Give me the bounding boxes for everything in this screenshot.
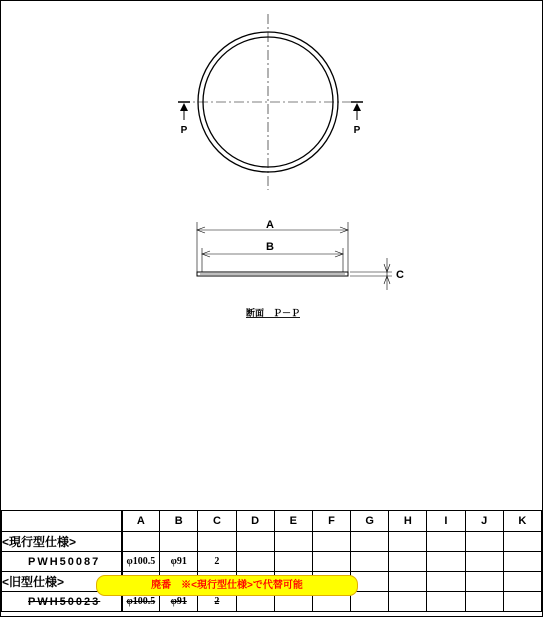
old-spec-title: <旧型仕様> xyxy=(2,572,122,592)
header-cell: B xyxy=(160,511,198,532)
value-cell xyxy=(503,552,541,572)
value-cell: 2 xyxy=(198,592,236,612)
header-cell: K xyxy=(503,511,541,532)
value-cell: φ100.5 xyxy=(122,592,160,612)
header-cell: A xyxy=(122,511,160,532)
dimension-c-label: C xyxy=(396,269,404,281)
value-cell xyxy=(427,552,465,572)
header-cell: F xyxy=(312,511,350,532)
dimension-b-label: B xyxy=(266,241,274,253)
spec-table xyxy=(1,510,542,612)
header-cell: G xyxy=(351,511,389,532)
old-part-number: PWH50023 xyxy=(2,592,122,612)
value-cell: φ91 xyxy=(160,552,198,572)
value-cell xyxy=(274,552,312,572)
value-cell xyxy=(389,592,427,612)
value-cell xyxy=(389,552,427,572)
value-cell xyxy=(427,592,465,612)
current-part-row xyxy=(2,552,542,572)
header-cell: H xyxy=(389,511,427,532)
value-cell xyxy=(351,592,389,612)
section-arrow-left xyxy=(178,102,190,120)
value-cell xyxy=(465,592,503,612)
header-cell xyxy=(2,511,122,532)
section-arrow-right xyxy=(351,102,363,120)
header-cell: J xyxy=(465,511,503,532)
header-row xyxy=(2,511,542,532)
value-cell xyxy=(465,552,503,572)
header-cell: C xyxy=(198,511,236,532)
current-spec-title-row xyxy=(2,532,542,552)
current-spec-title: <現行型仕様> xyxy=(2,532,122,552)
header-cell: E xyxy=(274,511,312,532)
value-cell xyxy=(312,552,350,572)
value-cell xyxy=(351,552,389,572)
value-cell: 2 xyxy=(198,552,236,572)
discontinued-note-callout: 廃番 ※<現行型仕様>で代替可能 xyxy=(96,575,358,596)
dimension-a-label: A xyxy=(266,219,274,231)
header-cell: I xyxy=(427,511,465,532)
current-part-number: PWH50087 xyxy=(2,552,122,572)
section-view xyxy=(197,222,392,290)
value-cell xyxy=(236,552,274,572)
value-cell: φ91 xyxy=(160,592,198,612)
section-mark-left: P xyxy=(180,125,188,136)
header-cell: D xyxy=(236,511,274,532)
value-cell xyxy=(503,592,541,612)
section-mark-right: P xyxy=(353,125,361,136)
section-title: 断面 Ｐ－Ｐ xyxy=(245,308,301,318)
value-cell: φ100.5 xyxy=(122,552,160,572)
